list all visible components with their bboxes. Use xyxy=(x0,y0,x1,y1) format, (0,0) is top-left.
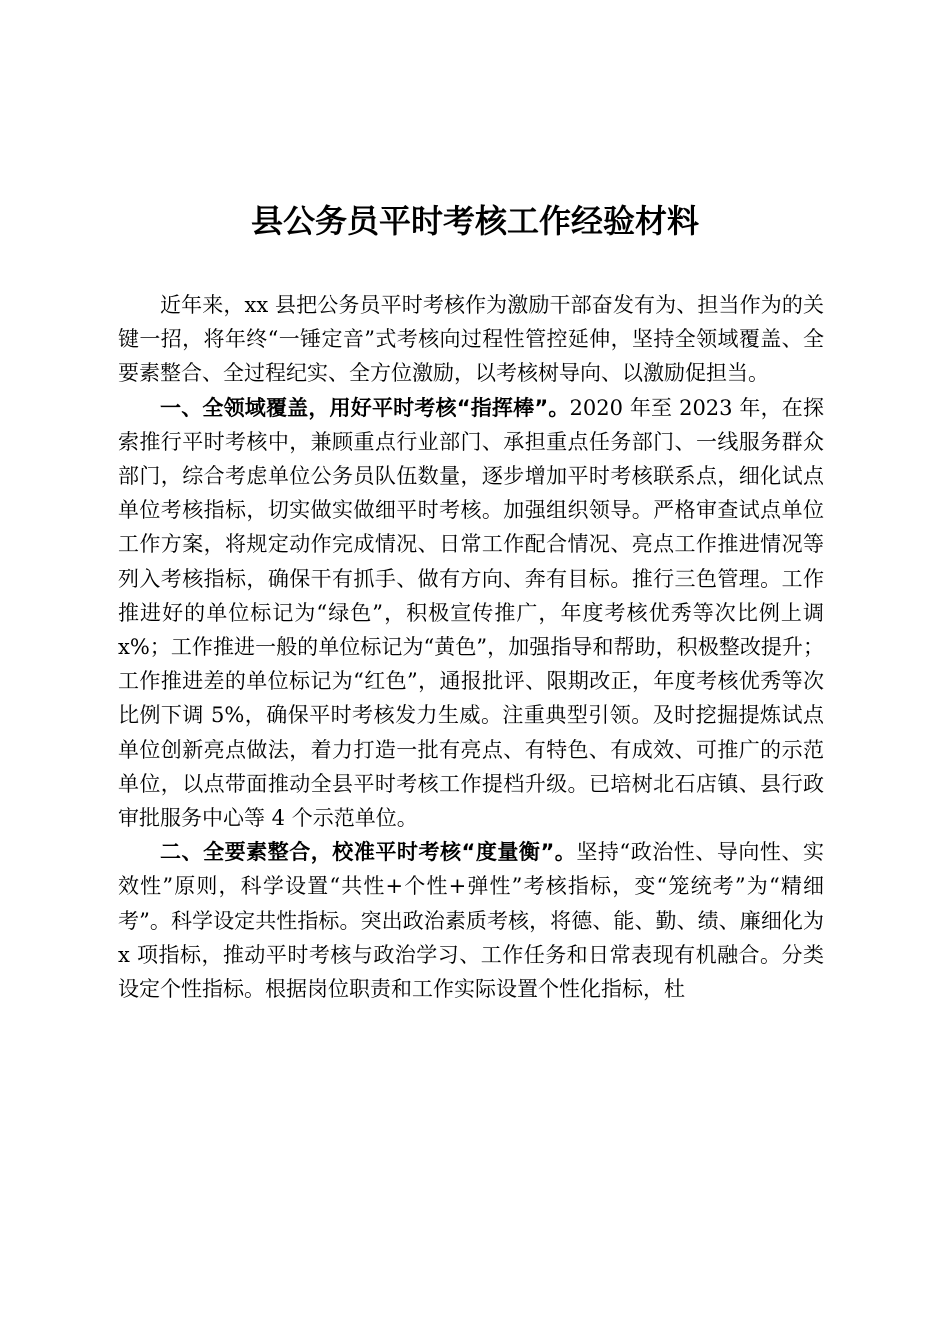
section-1-body: 2020 年至 2023 年，在探索推行平时考核中，兼顾重点行业部门、承担重点任务部门、一线服务群众部门，综合考虑单位公务员队伍数量，逐步增加平时考核联系点，细化试点单位考核指标，切实做实做细平时考核。加强组织领导。严格审查试点单位工作方案，将规定动作完成情况、日常工作配合情况、亮点工作推进情况等列入考核指标，确保干有抓手、做有方向、奔有目标。推行三色管理。工作推进好的单位标记为“绿色”，积极宣传推广，年度考核优秀等次比例上调 x%；工作推进一般的单位标记为“黄色”，加强指导和帮助，积极整改提升；工作推进差的单位标记为“红色”，通报批评、限期改正，年度考核优秀等次比例下调 5%，确保平时考核发力生威。注重典型引领。及时挖掘提炼试点单位创新亮点做法，着力打造一批有亮点、有特色、有成效、可推广的示范单位，以点带面推动全县平时考核工作提档升级。已培树北石店镇、县行政审批服务中心等 4 个示范单位。 xyxy=(118,395,824,831)
section-2-body: 坚持“政治性、导向性、实效性”原则，科学设置“共性+个性+弹性”考核指标，变“笼统考”为“精细考”。科学设定共性指标。突出政治素质考核，将德、能、勤、绩、廉细化为 x 项指标，推动平时考核与政治学习、工作任务和日常表现有机融合。分类设定个性指标。根据岗位职责和工作实际设置个性化指标，杜 xyxy=(118,840,824,1002)
intro-paragraph: 近年来，xx 县把公务员平时考核作为激励干部奋发有为、担当作为的关键一招，将年终“一锤定音”式考核向过程性管控延伸，坚持全领域覆盖、全要素整合、全过程纪实、全方位激励，以考核树导向、以激励促担当。 xyxy=(118,293,824,386)
section-1-heading: 一、全领域覆盖，用好平时考核“指挥棒”。 xyxy=(160,395,570,420)
section-2-heading: 二、全要素整合，校准平时考核“度量衡”。 xyxy=(160,840,577,865)
section-1-paragraph xyxy=(118,391,824,836)
section-2-paragraph xyxy=(118,835,824,1006)
document-body xyxy=(118,288,824,1006)
document-title: 县公务员平时考核工作经验材料 xyxy=(250,202,699,240)
